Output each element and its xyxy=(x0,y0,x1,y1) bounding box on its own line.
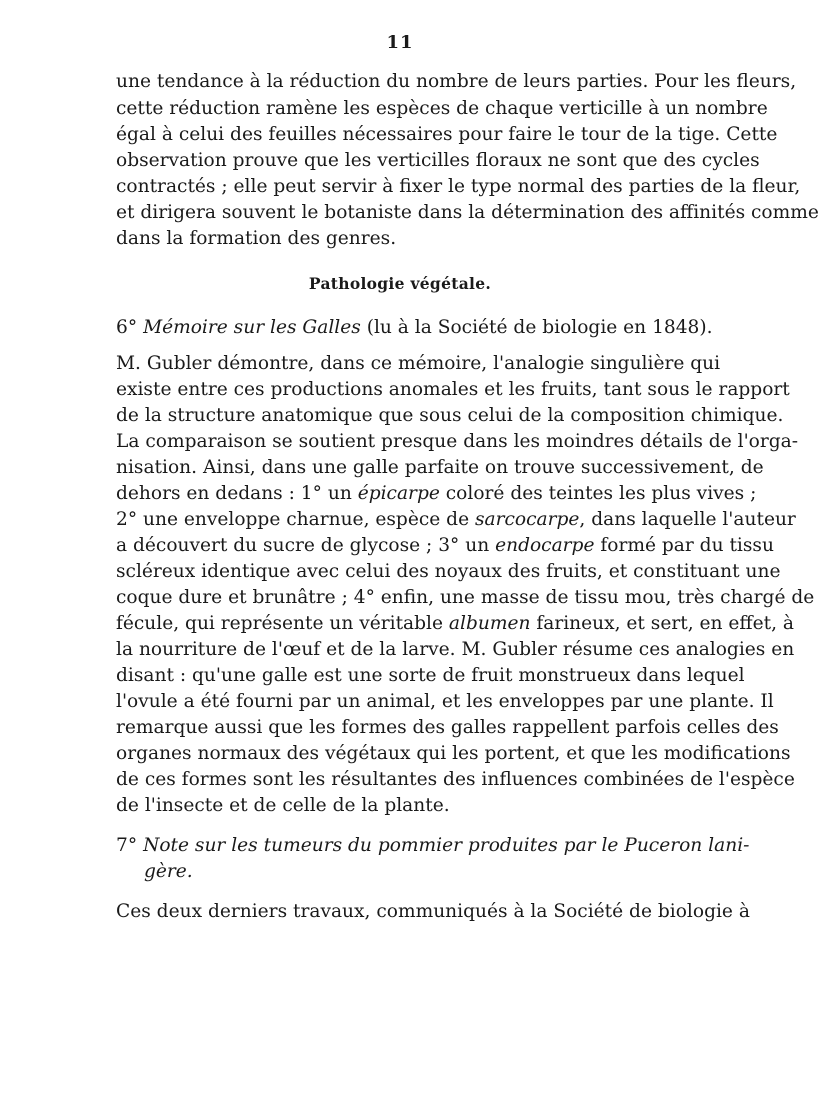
text-line: nisation. Ainsi, dans une galle parfaite on trouve successivement, de xyxy=(116,457,764,478)
text-line: de l'insecte et de celle de la plante. xyxy=(116,795,450,816)
text-line: Ces deux derniers travaux, communiqués à la Société de biologie à xyxy=(116,901,750,922)
item-7-title-continuation xyxy=(144,858,193,886)
text-line: de ces formes sont les résultantes des influences combinées de l'espèce xyxy=(116,769,795,790)
text-line: scléreux identique avec celui des noyaux des fruits, et constituant une xyxy=(116,561,781,582)
text-line: une tendance à la réduction du nombre de leurs parties. Pour les fleurs, xyxy=(116,71,797,92)
page-number: 11 xyxy=(386,32,414,53)
text-line: égal à celui des feuilles nécessaires pour faire le tour de la tige. Cette xyxy=(116,124,778,145)
item-6-title-line xyxy=(116,314,712,342)
text-line: observation prouve que les verticilles floraux ne sont que des cycles xyxy=(116,150,760,171)
text-line: dans la formation des genres. xyxy=(116,228,397,249)
text-line: 2° une enveloppe charnue, espèce de sarcocarpe, dans laquelle l'auteur xyxy=(116,509,796,530)
text-line: La comparaison se soutient presque dans les moindres détails de l'orga- xyxy=(116,431,799,452)
text-line: existe entre ces productions anomales et les fruits, tant sous le rapport xyxy=(116,379,790,400)
text-line: contractés ; elle peut servir à fixer le type normal des parties de la fleur, xyxy=(116,176,801,197)
text-line: remarque aussi que les formes des galles rappellent parfois celles des xyxy=(116,717,779,738)
text-line: disant : qu'une galle est une sorte de fruit monstrueux dans lequel xyxy=(116,665,745,686)
text-line: coque dure et brunâtre ; 4° enfin, une masse de tissu mou, très chargé de xyxy=(116,587,815,608)
text-line: la nourriture de l'œuf et de la larve. M. Gubler résume ces analogies en xyxy=(116,639,795,660)
item-7-number: 7° xyxy=(116,835,138,856)
text-line: organes normaux des végétaux qui les portent, et que les modifications xyxy=(116,743,791,764)
item-7-title: Note sur les tumeurs du pommier produites par le Puceron lani- xyxy=(143,835,750,856)
text-line: de la structure anatomique que sous celui de la composition chimique. xyxy=(116,405,784,426)
text-line: a découvert du sucre de glycose ; 3° un endocarpe formé par du tissu xyxy=(116,535,774,556)
section-heading: Pathologie végétale. xyxy=(308,274,492,293)
text-line: fécule, qui représente un véritable albumen farineux, et sert, en effet, à xyxy=(116,613,795,634)
text-line: M. Gubler démontre, dans ce mémoire, l'analogie singulière qui xyxy=(116,353,721,374)
text-line: et dirigera souvent le botaniste dans la détermination des affinités comme xyxy=(116,202,819,223)
item-6-title: Mémoire sur les Galles xyxy=(143,317,361,338)
item-7-title-line xyxy=(116,832,750,860)
text-line: l'ovule a été fourni par un animal, et les enveloppes par une plante. Il xyxy=(116,691,774,712)
item-6-number: 6° xyxy=(116,317,138,338)
item-6-note: (lu à la Société de biologie en 1848). xyxy=(366,317,713,338)
text-line: dehors en dedans : 1° un épicarpe coloré des teintes les plus vives ; xyxy=(116,483,757,504)
item-7-title-end: gère. xyxy=(144,861,193,882)
text-line: cette réduction ramène les espèces de chaque verticille à un nombre xyxy=(116,98,768,119)
